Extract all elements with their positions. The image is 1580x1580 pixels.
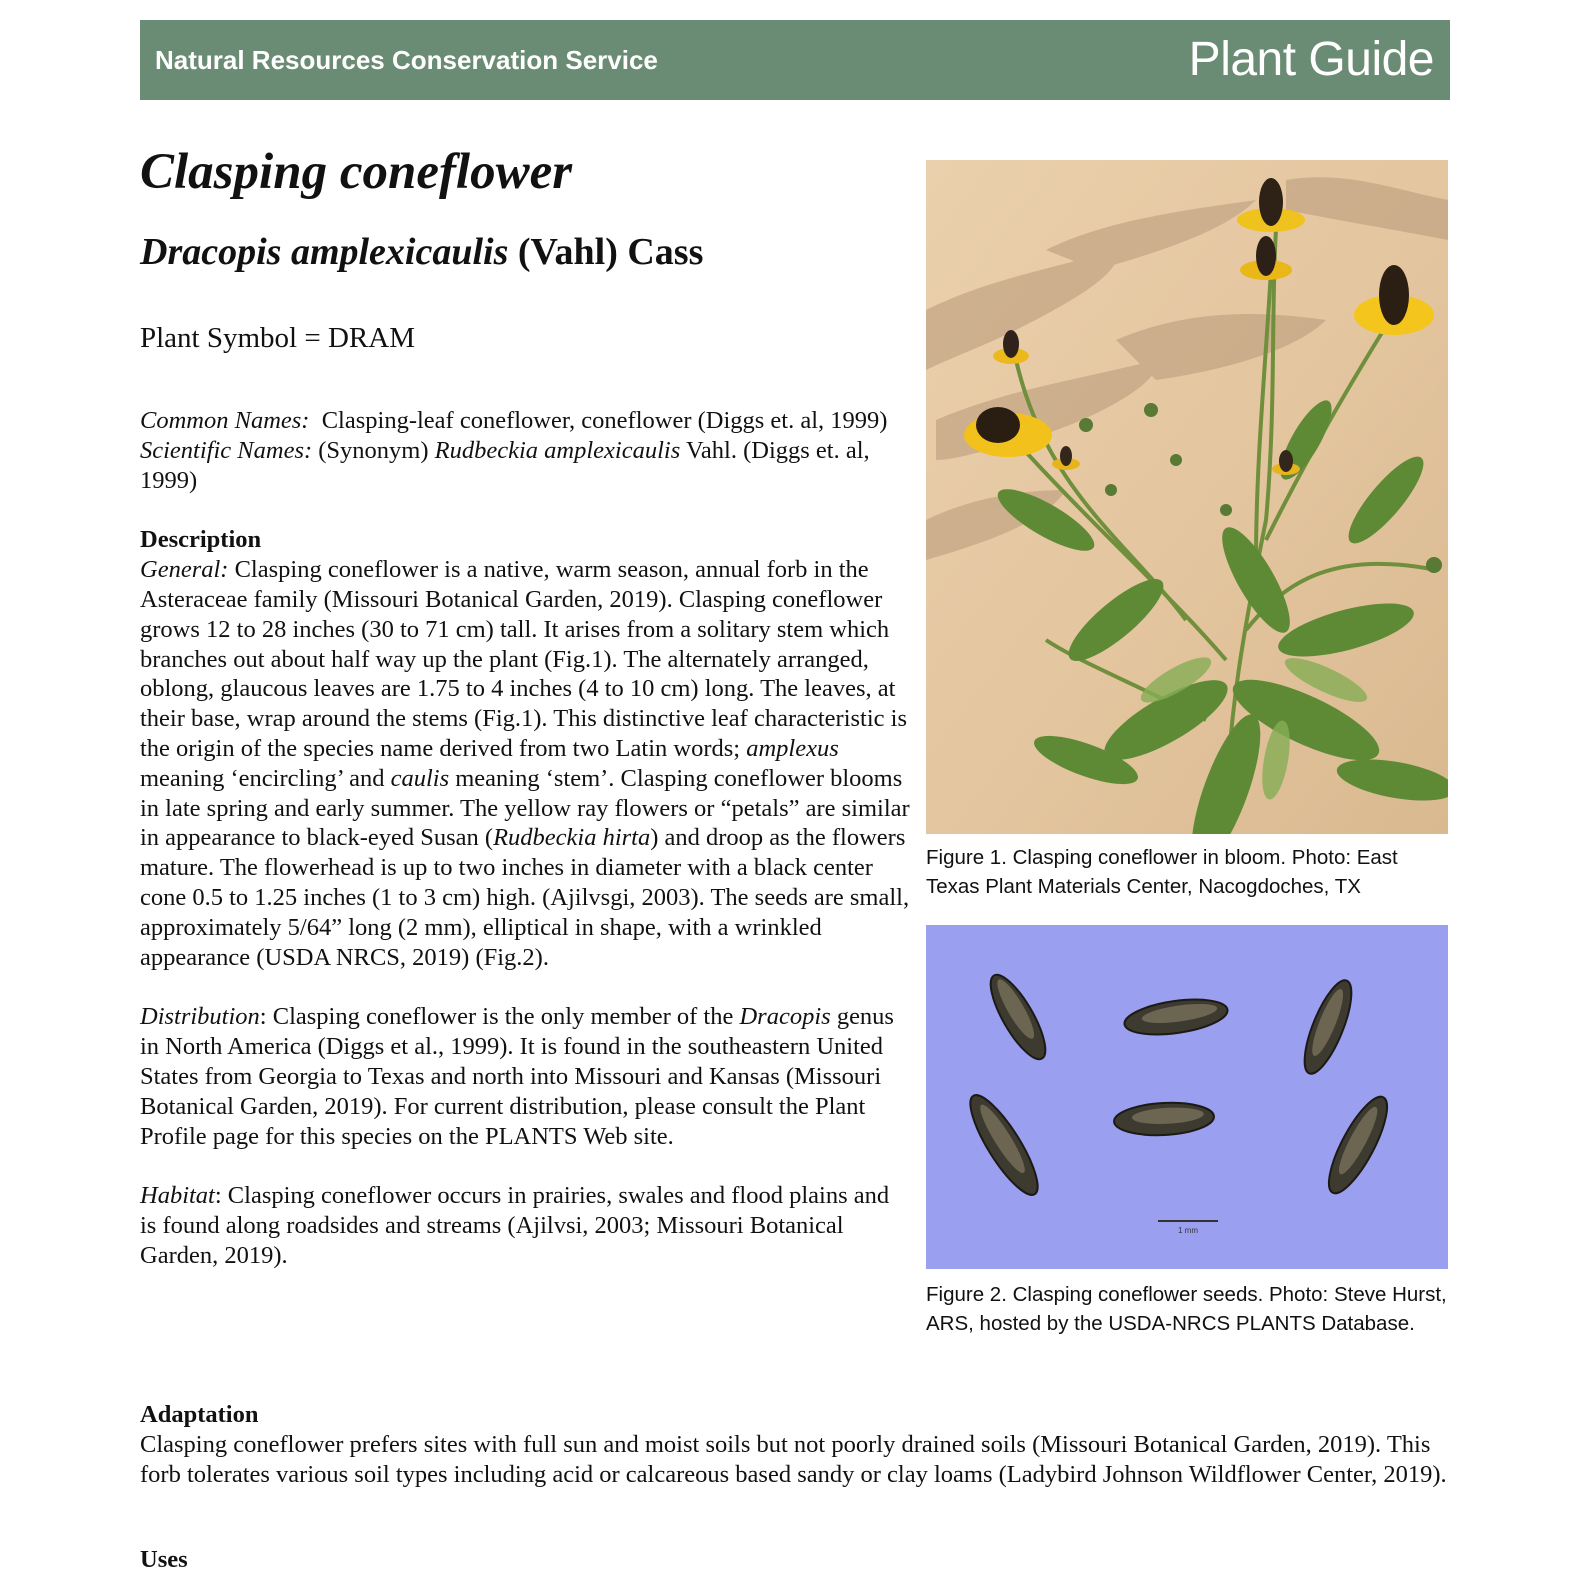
- figure-column: [926, 160, 1448, 1338]
- habitat-section: [140, 1181, 910, 1270]
- distribution-label: Distribution: [140, 1003, 260, 1031]
- scientific-names-label: Scientific Names:: [140, 436, 313, 464]
- names-block: [140, 406, 910, 495]
- synonym-citation: Vahl. (Diggs et. al, 1999): [140, 436, 870, 494]
- description-general: [140, 555, 910, 972]
- main-column: [140, 140, 910, 1271]
- term-dracopis: Dracopis: [739, 1003, 831, 1031]
- header-banner: [140, 20, 1450, 100]
- general-label: General:: [140, 556, 229, 584]
- synonym-name: Rudbeckia amplexicaulis: [434, 436, 681, 464]
- common-name-title: Clasping coneflower: [140, 144, 573, 200]
- uses-section: [140, 1545, 1450, 1575]
- scientific-author: (Vahl) Cass: [517, 231, 704, 273]
- distribution-text-1: : Clasping coneflower is the only member of the: [259, 1003, 734, 1031]
- description-text-4: ) and droop as the flowers mature. The flowerhead is up to two inches in diameter with a black center cone 0.5 to 1.25 inches (1 to 3 cm) high. (Ajilvsgi, 2003). The seeds are small, approximately 5/64” long (2 mm), elliptical in shape, with a wrinkled appearance (USDA NRCS, 2019) (Fig.2).: [140, 824, 910, 971]
- uses-heading: Uses: [140, 1546, 188, 1573]
- description-text-1: Clasping coneflower is a native, warm season, annual forb in the Asteraceae family (Missouri Botanical Garden, 2019). Clasping coneflower grows 12 to 28 inches (30 to 71 cm) tall. It arises from a solitary stem which branches out about half way up the plant (Fig.1). The alternately arranged, oblong, glaucous leaves are 1.75 to 4 inches (4 to 10 cm) long. The leaves, at their base, wrap around the stems (Fig.1). This distinctive leaf characteristic is the origin of the species name derived from two Latin words;: [140, 556, 907, 762]
- scale-bar-label: 1 mm: [1178, 1226, 1198, 1235]
- scientific-names: [140, 436, 910, 496]
- adaptation-text: Clasping coneflower prefers sites with full sun and moist soils but not poorly drained soils (Missouri Botanical Garden, 2019). This forb tolerates various soil types including acid or calcareous based sandy or clay loams (Ladybird Johnson Wildflower Center, 2019).: [140, 1430, 1447, 1488]
- habitat-text: : Clasping coneflower occurs in prairies, swales and flood plains and is found along roadsides and streams (Ajilvsi, 2003; Missouri Botanical Garden, 2019).: [140, 1182, 890, 1269]
- plant-symbol: Plant Symbol = DRAM: [140, 322, 415, 354]
- figure-1-flower-photo: [926, 160, 1448, 834]
- common-names-text: Clasping-leaf coneflower, coneflower (Diggs et. al, 1999): [321, 407, 888, 434]
- distribution-paragraph: [140, 1002, 910, 1151]
- figure-1-caption: Figure 1. Clasping coneflower in bloom. Photo: East Texas Plant Materials Center, Nacogdoches, TX: [926, 846, 1398, 898]
- common-names-label: Common Names:: [140, 407, 310, 434]
- description-section: [140, 525, 910, 972]
- distribution-section: [140, 1002, 910, 1151]
- habitat-label: Habitat: [140, 1182, 215, 1210]
- description-heading: Description: [140, 526, 262, 554]
- synonym-prefix: (Synonym): [318, 436, 429, 464]
- term-rudbeckia-hirta: Rudbeckia hirta: [493, 824, 651, 852]
- adaptation-section: [140, 1400, 1450, 1489]
- scientific-name: Dracopis amplexicaulis: [140, 231, 509, 273]
- figure-2-caption: Figure 2. Clasping coneflower seeds. Photo: Steve Hurst, ARS, hosted by the USDA-NRCS PLANTS Database.: [926, 1283, 1447, 1335]
- adaptation-heading: Adaptation: [140, 1401, 259, 1428]
- figure-2-seeds-photo: [926, 925, 1448, 1269]
- term-caulis: caulis: [390, 764, 450, 792]
- agency-name: Natural Resources Conservation Service: [155, 45, 658, 75]
- habitat-paragraph: [140, 1181, 910, 1270]
- plant-guide-label: Plant Guide: [1188, 33, 1434, 86]
- description-text-2: meaning ‘encircling’ and: [140, 764, 385, 792]
- distribution-text-2: genus in North America (Diggs et al., 1999). It is found in the southeastern United States from Georgia to Texas and north into Missouri and Kansas (Missouri Botanical Garden, 2019). For current distribution, please consult the Plant Profile page for this species on the PLANTS Web site.: [140, 1003, 894, 1150]
- description-text-3: meaning ‘stem’. Clasping coneflower blooms in late spring and early summer. The yellow ray flowers or “petals” are similar in appearance to black-eyed Susan (: [140, 764, 910, 852]
- term-amplexus: amplexus: [746, 734, 839, 762]
- common-names: [140, 406, 910, 436]
- scientific-name-heading: [140, 228, 910, 276]
